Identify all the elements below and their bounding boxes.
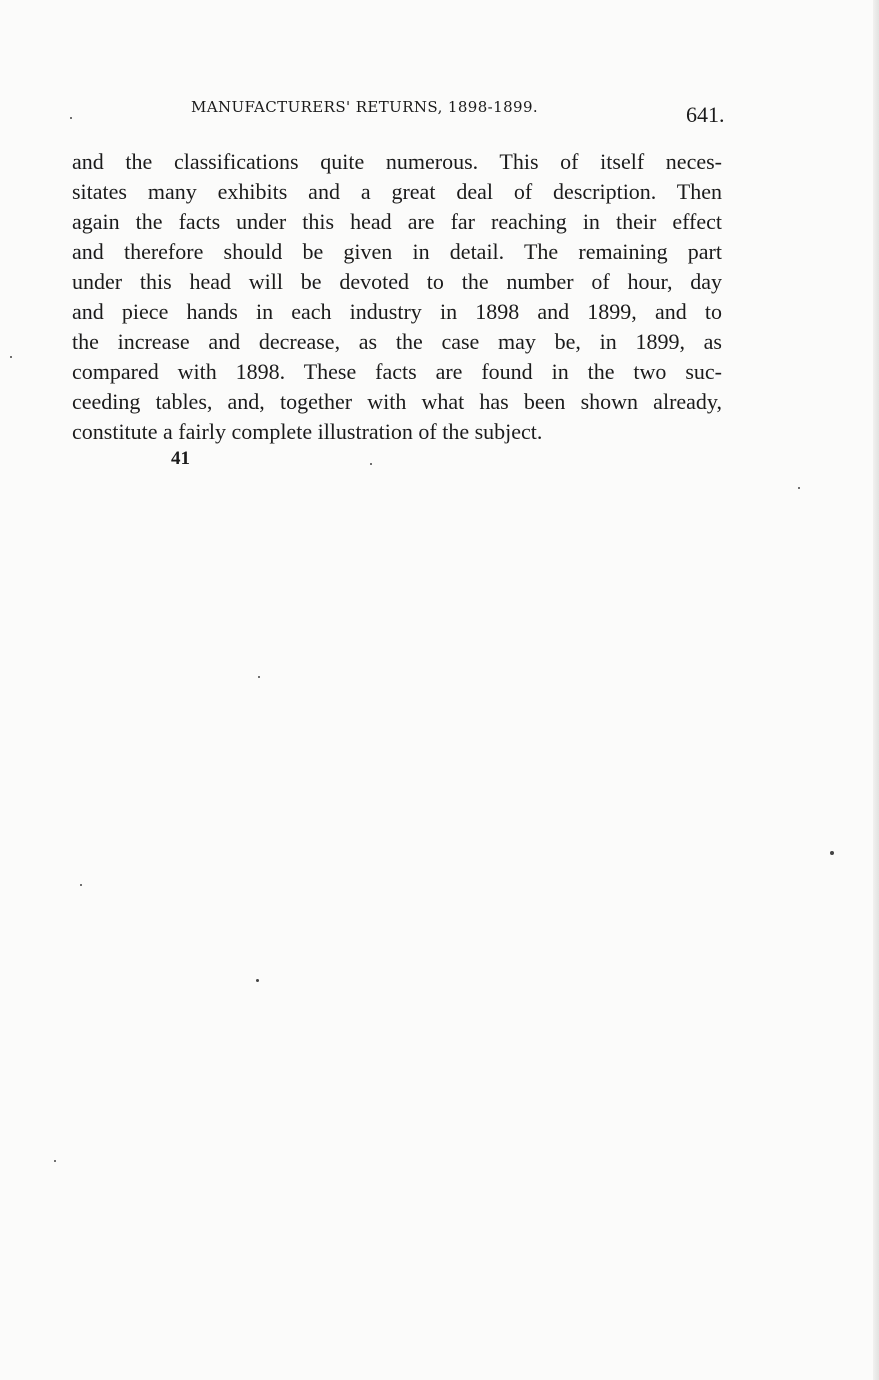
text-line: ceeding tables, and, together with what has been shown already,: [72, 389, 722, 414]
scan-speck: [830, 851, 834, 855]
scan-speck: [798, 487, 800, 489]
text-line: and the classifications quite numerous. This of itself neces-: [72, 149, 722, 174]
text-line: and piece hands in each industry in 1898 and 1899, and to: [72, 299, 722, 324]
body-paragraph: [72, 147, 722, 447]
page-number: 641.: [686, 102, 725, 127]
running-head: MANUFACTURERS' RETURNS, 1898-1899.: [191, 98, 539, 116]
scan-speck: [10, 356, 12, 358]
scan-speck: [80, 884, 82, 886]
text-line: the increase and decrease, as the case may be, in 1899, as: [72, 329, 722, 354]
signature-mark: 41: [171, 448, 190, 469]
text-line: compared with 1898. These facts are found in the two suc-: [72, 359, 722, 384]
scan-speck: [258, 676, 260, 678]
scan-speck: [370, 463, 372, 465]
text-line: and therefore should be given in detail. The remaining part: [72, 239, 722, 264]
text-line: again the facts under this head are far reaching in their effect: [72, 209, 722, 234]
scan-speck: [256, 979, 259, 982]
text-line: constitute a fairly complete illustration of the subject.: [72, 419, 543, 444]
text-line: under this head will be devoted to the number of hour, day: [72, 269, 722, 294]
scan-speck: [54, 1160, 56, 1162]
scan-speck: [70, 117, 72, 119]
page-edge: [873, 0, 879, 1380]
text-line: sitates many exhibits and a great deal of description. Then: [72, 179, 722, 204]
